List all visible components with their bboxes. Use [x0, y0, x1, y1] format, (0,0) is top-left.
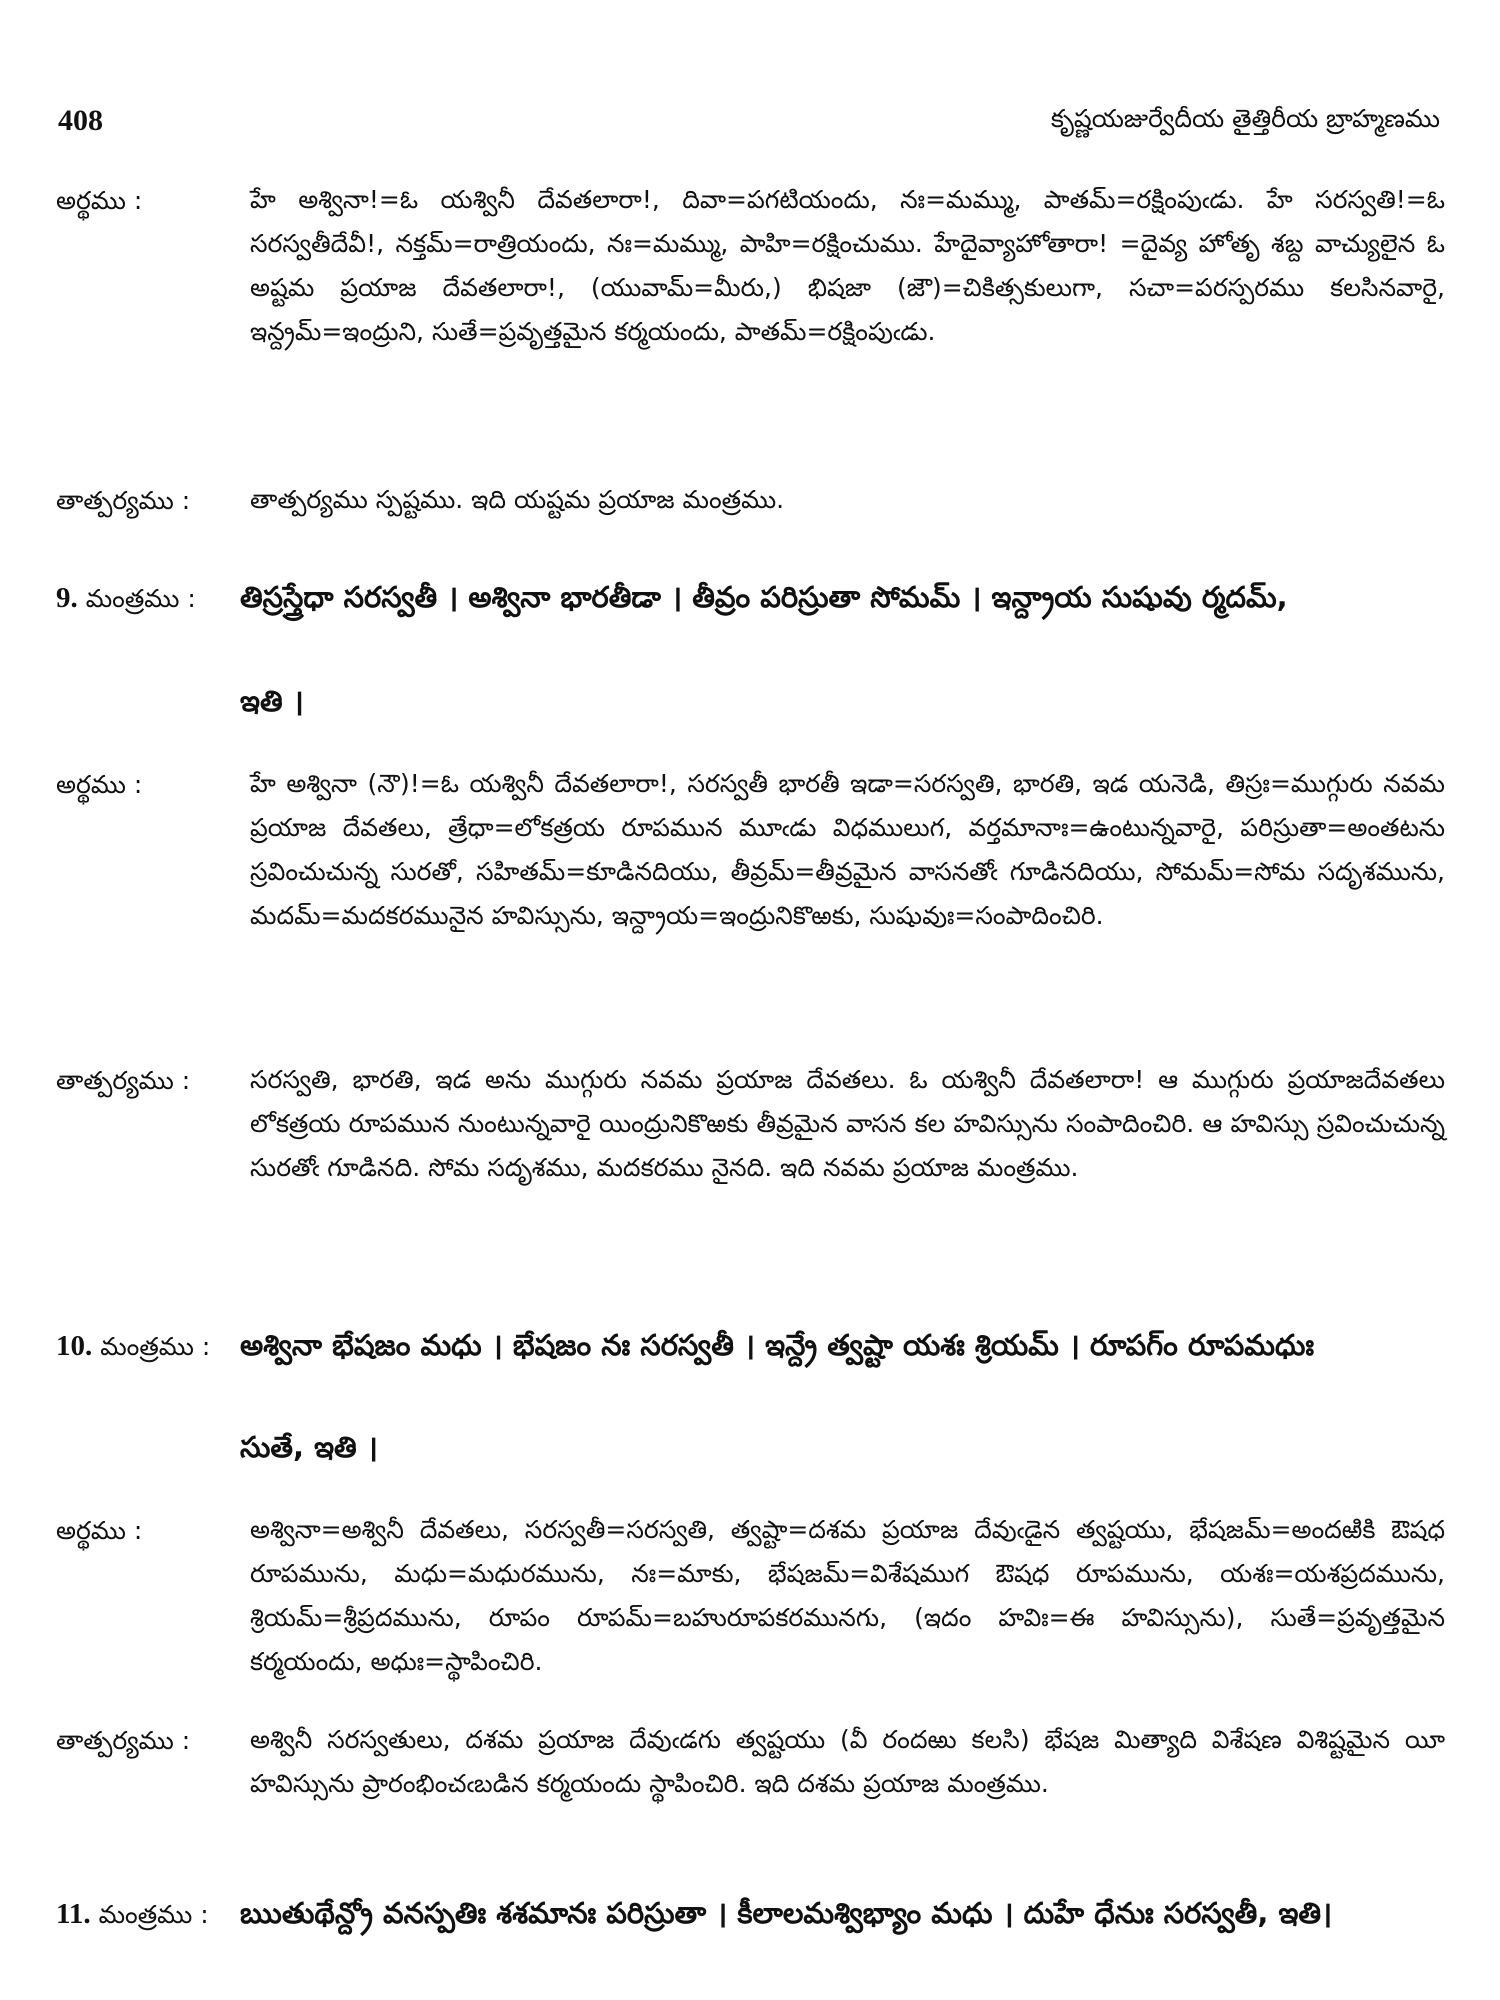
mantra-continuation: సుతే, ఇతి । — [240, 1430, 378, 1464]
mantra-number: 11. — [56, 1898, 91, 1930]
section-label: తాత్పర్యము : — [56, 486, 191, 515]
mantra-word: మంత్రము : — [100, 1332, 211, 1361]
section-label: అర్థము : — [56, 1516, 143, 1545]
mantra-text: ఋతుథేన్ద్రో వనస్పతిః శశమానః పరిస్రుతా । కీలాలమశ్విభ్యాం మధు । దుహే ధేనుః సరస్వతీ, ఇతి। — [240, 1896, 1333, 1930]
section-text: హే అశ్వినా (నౌ)!=ఓ యశ్వినీ దేవతలారా!, సరస్వతీ భారతీ ఇడా=సరస్వతి, భారతి, ఇడ యనెడి, తిస్రః=ముగ్గురు నవమ ప్రయాజ దేవతలు, త్రేధా=లోకత్రయ రూపమున మూఁడు విధములుగ, వర్తమానాః=ఉంటున్నవారై, పరిస్రుతా=అంతటను స్రవించుచున్న సురతో, సహితమ్=కూడినదియు, తీవ్రమ్=తీవ్రమైన వాసనతోఁ గూడినదియు, సోమమ్=సోమ సదృశమును, మదమ్=మదకరమునైన హవిస్సును, ఇన్ద్రాయ=ఇంద్రునికొఱకు, సుషువుః=సంపాదించిరి. — [250, 769, 1445, 930]
running-title: కృష్ణయజుర్వేదీయ తైత్తిరీయ బ్రాహ్మణము — [1050, 104, 1440, 133]
mantra-number: 10. — [56, 1330, 93, 1362]
section-label: అర్థము : — [56, 770, 143, 799]
section-text: అశ్వినా=అశ్వినీ దేవతలు, సరస్వతీ=సరస్వతి, త్వష్టా=దశమ ప్రయాజ దేవుఁడైన త్వష్టయు, భేషజమ్=అందఱికి ఔషధ రూపమును, మధు=మధురమును, నః=మాకు, భేషజమ్=విశేషముగ ఔషధ రూపమును, యశః=యశప్రదమును, శ్రియమ్=శ్రీప్రదమును, రూపం రూపమ్=బహురూపకరమునగు, (ఇదం హవిః=ఈ హవిస్సును), సుతే=ప్రవృత్తమైన కర్మయందు, అధుః=స్థాపించిరి. — [250, 1515, 1445, 1676]
mantra-continuation: ఇతి । — [240, 684, 304, 718]
mantra-label — [56, 1330, 210, 1368]
mantra-text: అశ్వినా భేషజం మధు । భేషజం నః సరస్వతీ । ఇన్ద్రే త్వష్టా యశః శ్రియమ్ । రూపగ్ం రూపమధుః — [240, 1328, 1315, 1362]
section-text: సరస్వతి, భారతి, ఇడ అను ముగ్గురు నవమ ప్రయాజ దేవతలు. ఓ యశ్వినీ దేవతలారా! ఆ ముగ్గురు ప్రయాజదేవతలు లోకత్రయ రూపమున నుంటున్నవారై యింద్రునికొఱకు తీవ్రమైన వాసన కల హవిస్సును సంపాదించిరి. ఆ హవిస్సు స్రవించుచున్న సురతోఁ గూడినది. సోమ సదృశము, మదకరము నైనది. ఇది నవమ ప్రయాజ మంత్రము. — [250, 1065, 1445, 1182]
section-label: తాత్పర్యము : — [56, 1726, 191, 1755]
section-text: అశ్వినీ సరస్వతులు, దశమ ప్రయాజ దేవుఁడగు త్వష్టయు (వీ రందఱు కలసి) భేషజ మిత్యాది విశేషణ విశిష్టమైన యీ హవిస్సును ప్రారంభించఁబడిన కర్మయందు స్థాపించిరి. ఇది దశమ ప్రయాజ మంత్రము. — [250, 1725, 1445, 1798]
mantra-label — [56, 582, 196, 620]
page-number: 408 — [58, 104, 103, 137]
mantra-number: 9. — [56, 582, 78, 614]
mantra-label — [56, 1898, 209, 1936]
mantra-word: మంత్రము : — [85, 584, 196, 613]
section-text: హే అశ్వినా!=ఓ యశ్వినీ దేవతలారా!, దివా=పగటియందు, నః=మమ్ము, పాతమ్=రక్షింపుఁడు. హే సరస్వతి!=ఓ సరస్వతీదేవీ!, నక్తమ్=రాత్రియందు, నః=మమ్ము, పాహి=రక్షించుము. హేదైవ్యాహోతారా! =దైవ్య హోతృ శబ్ద వాచ్యులైన ఓ అష్టమ ప్రయాజ దేవతలారా!, (యువామ్=మీరు,) భిషజా (జౌ)=చికిత్సకులుగా, సచా=పరస్పరము కలసినవారై, ఇన్ద్రమ్=ఇంద్రుని, సుతే=ప్రవృత్తమైన కర్మయందు, పాతమ్=రక్షింపుఁడు. — [250, 185, 1445, 346]
section-label: తాత్పర్యము : — [56, 1066, 191, 1095]
section-label: అర్థము : — [56, 186, 143, 215]
mantra-text: తిస్రస్త్రేధా సరస్వతీ । అశ్వినా భారతీడా । తీవ్రం పరిస్రుతా సోమమ్ । ఇన్ద్రాయ సుషువు ర్మదమ్, — [240, 580, 1288, 614]
section-text: తాత్పర్యము స్పష్టము. ఇది యష్టమ ప్రయాజ మంత్రము. — [250, 485, 785, 514]
mantra-word: మంత్రము : — [98, 1900, 209, 1929]
